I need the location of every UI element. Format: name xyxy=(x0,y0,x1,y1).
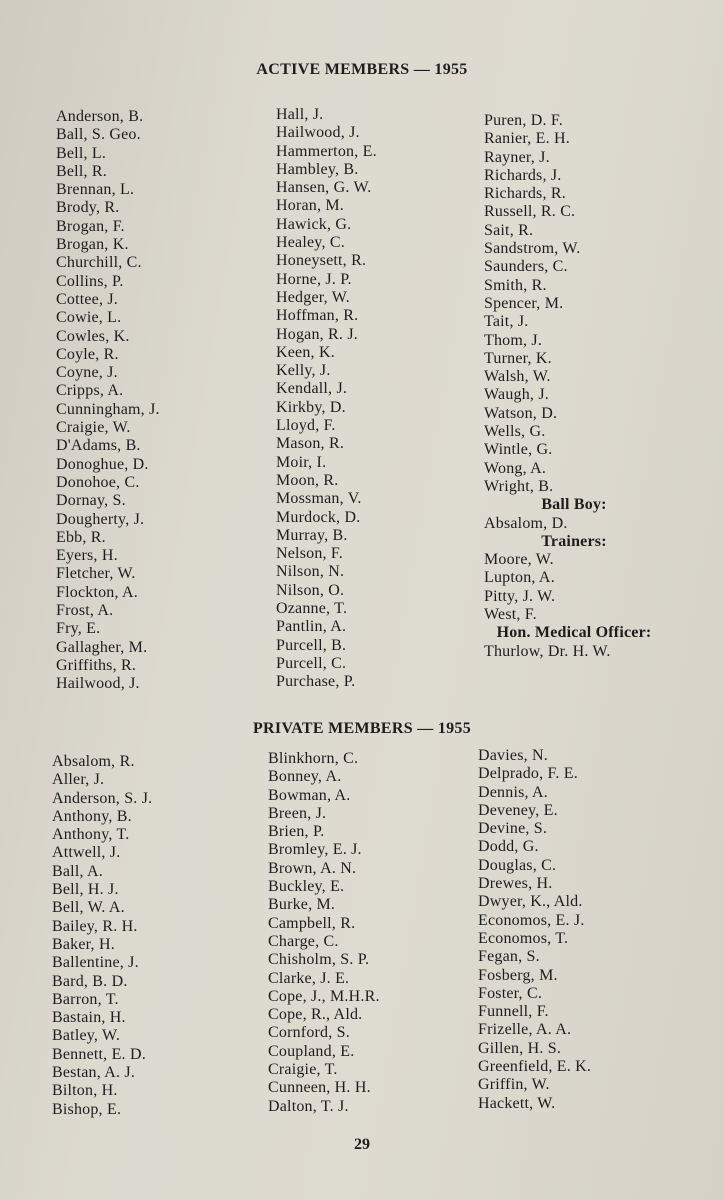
member-name: Murray, B. xyxy=(276,526,348,544)
member-name: Hawick, G. xyxy=(276,215,352,233)
member-name: Brogan, K. xyxy=(56,236,129,254)
member-name: Bard, B. D. xyxy=(52,972,128,990)
member-name: Richards, J. xyxy=(484,166,562,184)
member-name: Buckley, E. xyxy=(268,878,345,896)
member-name: Murdock, D. xyxy=(276,508,361,526)
member-name: Watson, D. xyxy=(484,404,558,422)
member-name: West, F. xyxy=(484,606,537,624)
member-name: Coyle, R. xyxy=(56,345,119,363)
member-name: Cripps, A. xyxy=(56,382,124,400)
member-name: Frost, A. xyxy=(56,602,114,620)
member-name: Bastain, H. xyxy=(52,1009,126,1027)
private-members-column-2 xyxy=(268,750,380,1116)
member-name: Honeysett, R. xyxy=(276,252,367,270)
member-name: Ballentine, J. xyxy=(52,954,139,972)
member-name: Craigie, T. xyxy=(268,1061,338,1079)
member-name: Moir, I. xyxy=(276,453,327,471)
member-name: Burke, M. xyxy=(268,896,336,914)
member-name: Waugh, J. xyxy=(484,386,549,404)
member-name: Pantlin, A. xyxy=(276,618,347,636)
member-name: Bell, W. A. xyxy=(52,899,125,917)
member-name: Keen, K. xyxy=(276,343,335,361)
member-name: Kirkby, D. xyxy=(276,398,346,416)
member-name: Bell, L. xyxy=(56,144,107,162)
member-name: Cope, R., Ald. xyxy=(268,1006,363,1024)
member-name: Spencer, M. xyxy=(484,294,564,312)
member-name: Brogan, F. xyxy=(56,217,125,235)
member-name: Deveney, E. xyxy=(478,801,558,819)
member-name: Hackett, W. xyxy=(478,1094,556,1112)
private-members-column-3 xyxy=(478,747,591,1113)
member-name: Devine, S. xyxy=(478,820,548,838)
member-name: D'Adams, B. xyxy=(56,437,141,455)
member-name: Hammerton, E. xyxy=(276,142,377,160)
member-name: Mason, R. xyxy=(276,435,345,453)
member-name: Nilson, O. xyxy=(276,581,345,599)
member-name: Pitty, J. W. xyxy=(484,587,556,605)
member-name: Bell, R. xyxy=(56,162,107,180)
member-name: Bell, H. J. xyxy=(52,881,119,899)
member-name: Healey, C. xyxy=(276,234,345,252)
member-name: Wong, A. xyxy=(484,459,547,477)
member-name: Coyne, J. xyxy=(56,364,118,382)
member-name: Brien, P. xyxy=(268,823,325,841)
member-name: Economos, E. J. xyxy=(478,911,585,929)
member-name: Thurlow, Dr. H. W. xyxy=(484,642,611,660)
member-name: Hogan, R. J. xyxy=(276,325,358,343)
member-name: Sandstrom, W. xyxy=(484,240,581,258)
member-name: Ball, A. xyxy=(52,862,103,880)
member-name: Donoghue, D. xyxy=(56,455,149,473)
member-name: Horan, M. xyxy=(276,197,345,215)
member-name: Cornford, S. xyxy=(268,1024,350,1042)
member-name: Purchase, P. xyxy=(276,673,356,691)
member-name: Gallagher, M. xyxy=(56,638,148,656)
member-name: Attwell, J. xyxy=(52,844,121,862)
member-name: Wintle, G. xyxy=(484,441,553,459)
member-name: Walsh, W. xyxy=(484,368,551,386)
member-name: Foster, C. xyxy=(478,984,543,1002)
member-name: Dornay, S. xyxy=(56,492,126,510)
member-name: Tait, J. xyxy=(484,313,529,331)
member-name: Sait, R. xyxy=(484,221,534,239)
member-name: Brown, A. N. xyxy=(268,859,357,877)
member-name: Cowles, K. xyxy=(56,327,130,345)
member-name: Hailwood, J. xyxy=(56,675,140,693)
page-number: 29 xyxy=(354,1136,370,1153)
member-name: Flockton, A. xyxy=(56,583,138,601)
member-name: Charge, C. xyxy=(268,932,339,950)
member-name: Cottee, J. xyxy=(56,290,118,308)
member-name: Collins, P. xyxy=(56,272,124,290)
active-members-column-2 xyxy=(276,106,377,692)
member-name: Douglas, C. xyxy=(478,856,557,874)
member-name: Purcell, B. xyxy=(276,636,347,654)
member-name: Economos, T. xyxy=(478,929,569,947)
member-name: Eyers, H. xyxy=(56,547,118,565)
member-name: Batley, W. xyxy=(52,1027,121,1045)
member-name: Dalton, T. J. xyxy=(268,1097,349,1115)
member-name: Hedger, W. xyxy=(276,288,350,306)
member-name: Saunders, C. xyxy=(484,258,568,276)
member-name: Drewes, H. xyxy=(478,875,553,893)
section-subheading: Ball Boy: xyxy=(541,496,607,514)
member-name: Davies, N. xyxy=(478,747,548,764)
member-name: Richards, R. xyxy=(484,185,566,203)
member-name: Wright, B. xyxy=(484,477,554,495)
member-name: Dougherty, J. xyxy=(56,510,145,528)
member-name: Cowie, L. xyxy=(56,309,122,327)
member-name: Fosberg, M. xyxy=(478,966,558,984)
active-members-column-3 xyxy=(484,112,664,661)
member-name: Cope, J., M.H.R. xyxy=(268,987,380,1005)
member-name: Moore, W. xyxy=(484,551,554,569)
member-name: Bestan, A. J. xyxy=(52,1064,136,1082)
member-name: Rayner, J. xyxy=(484,148,550,166)
active-members-heading: ACTIVE MEMBERS — 1955 xyxy=(256,61,468,78)
member-name: Frizelle, A. A. xyxy=(478,1021,572,1039)
private-members-column-1 xyxy=(52,753,152,1119)
member-name: Coupland, E. xyxy=(268,1042,355,1060)
member-name: Lupton, A. xyxy=(484,569,555,587)
member-name: Ozanne, T. xyxy=(276,600,348,618)
member-name: Aller, J. xyxy=(52,771,105,789)
member-name: Anthony, B. xyxy=(52,807,132,825)
member-name: Hoffman, R. xyxy=(276,307,359,325)
member-name: Purcell, C. xyxy=(276,654,347,672)
member-name: Puren, D. F. xyxy=(484,112,563,129)
member-name: Barron, T. xyxy=(52,990,119,1008)
member-name: Fegan, S. xyxy=(478,948,540,966)
member-name: Hailwood, J. xyxy=(276,124,360,142)
member-name: Delprado, F. E. xyxy=(478,765,578,783)
member-name: Bromley, E. J. xyxy=(268,841,362,859)
member-name: Dennis, A. xyxy=(478,783,548,801)
member-name: Nelson, F. xyxy=(276,545,343,563)
member-name: Bowman, A. xyxy=(268,786,351,804)
member-name: Ball, S. Geo. xyxy=(56,126,141,144)
member-name: Cunningham, J. xyxy=(56,400,160,418)
member-name: Fletcher, W. xyxy=(56,565,136,583)
member-name: Anderson, B. xyxy=(56,108,144,125)
member-name: Anthony, T. xyxy=(52,826,130,844)
private-members-heading: PRIVATE MEMBERS — 1955 xyxy=(252,720,472,737)
member-name: Dodd, G. xyxy=(478,838,539,856)
member-name: Griffin, W. xyxy=(478,1076,550,1094)
member-name: Baker, H. xyxy=(52,935,115,953)
member-name: Gillen, H. S. xyxy=(478,1039,562,1057)
member-name: Absalom, R. xyxy=(52,753,135,770)
active-members-column-1 xyxy=(56,108,160,694)
member-name: Ebb, R. xyxy=(56,528,106,546)
member-name: Turner, K. xyxy=(484,349,552,367)
member-name: Blinkhorn, C. xyxy=(268,750,359,767)
member-name: Ranier, E. H. xyxy=(484,130,570,148)
member-name: Lloyd, F. xyxy=(276,417,336,435)
member-name: Hall, J. xyxy=(276,106,324,123)
member-name: Wells, G. xyxy=(484,423,546,441)
member-name: Dwyer, K., Ald. xyxy=(478,893,583,911)
member-name: Bonney, A. xyxy=(268,768,342,786)
member-name: Kendall, J. xyxy=(276,380,348,398)
member-name: Absalom, D. xyxy=(484,514,568,532)
member-name: Breen, J. xyxy=(268,804,327,822)
member-name: Hambley, B. xyxy=(276,160,359,178)
member-name: Moon, R. xyxy=(276,471,339,489)
member-name: Fry, E. xyxy=(56,620,101,638)
member-name: Funnell, F. xyxy=(478,1003,549,1021)
member-name: Nilson, N. xyxy=(276,563,345,581)
member-name: Smith, R. xyxy=(484,276,547,294)
section-subheading: Trainers: xyxy=(541,532,607,550)
member-name: Russell, R. C. xyxy=(484,203,576,221)
member-name: Brennan, L. xyxy=(56,181,135,199)
member-name: Greenfield, E. K. xyxy=(478,1058,592,1076)
member-name: Thom, J. xyxy=(484,331,543,349)
member-name: Chisholm, S. P. xyxy=(268,951,370,969)
member-name: Brody, R. xyxy=(56,199,120,217)
member-name: Craigie, W. xyxy=(56,419,131,437)
member-name: Anderson, S. J. xyxy=(52,789,153,807)
member-name: Donohoe, C. xyxy=(56,473,140,491)
member-name: Campbell, R. xyxy=(268,914,356,932)
member-name: Churchill, C. xyxy=(56,254,142,272)
member-name: Hansen, G. W. xyxy=(276,179,372,197)
member-name: Mossman, V. xyxy=(276,490,362,508)
member-name: Griffiths, R. xyxy=(56,656,137,674)
member-name: Bilton, H. xyxy=(52,1082,118,1100)
member-name: Bailey, R. H. xyxy=(52,917,138,935)
section-subheading: Hon. Medical Officer: xyxy=(496,624,652,642)
member-name: Horne, J. P. xyxy=(276,270,352,288)
member-name: Cunneen, H. H. xyxy=(268,1079,371,1097)
member-name: Bennett, E. D. xyxy=(52,1045,146,1063)
member-name: Kelly, J. xyxy=(276,362,331,380)
member-name: Bishop, E. xyxy=(52,1100,122,1118)
member-name: Clarke, J. E. xyxy=(268,969,350,987)
